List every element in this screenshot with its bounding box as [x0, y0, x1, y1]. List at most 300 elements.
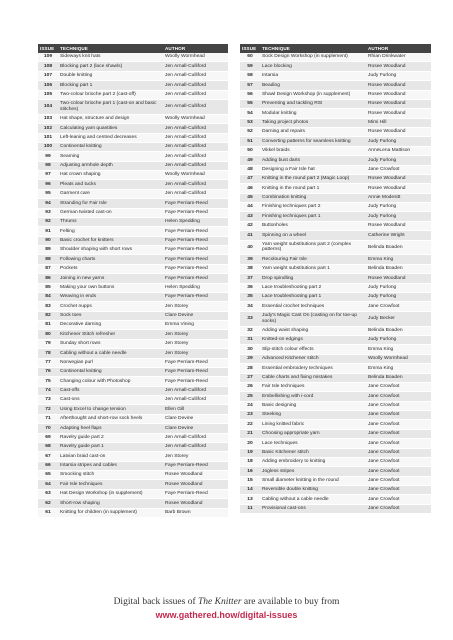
issue-number-cell: 44 [240, 203, 260, 212]
technique-cell: Adjusting armhole depth [58, 161, 163, 170]
author-cell: Belinda Boaden [366, 326, 431, 335]
table-body-left [38, 53, 228, 517]
author-cell: Jen Arnall-Culliford [163, 180, 228, 189]
author-cell: Jen Arnall-Culliford [163, 396, 228, 405]
author-cell: Barb Brown [163, 508, 228, 517]
table-row [240, 146, 431, 155]
technique-cell: Calculating yarn quantities [58, 124, 163, 133]
author-cell: Jen Arnall-Culliford [163, 71, 228, 80]
technique-cell: Fair Isle techniques [260, 382, 366, 391]
issue-number-cell: 26 [240, 382, 260, 391]
note-text-end: are available to buy from [241, 597, 340, 607]
table-row [240, 255, 431, 264]
technique-cell: Taking project photos [260, 118, 366, 127]
issue-number-cell: 63 [38, 489, 58, 498]
technique-cell: Felting [58, 227, 163, 236]
author-cell: AnneLena Mattison [366, 146, 431, 155]
technique-cell: Adding waist shaping [260, 326, 366, 335]
table-row [38, 171, 228, 180]
technique-cell: Yarn weight substitutions part 1 [260, 264, 366, 273]
author-cell: Rosee Woodland [366, 109, 431, 118]
issue-number-cell: 53 [240, 118, 260, 127]
table-row [240, 486, 431, 495]
issue-number-cell: 74 [38, 386, 58, 395]
table-row [38, 124, 228, 133]
table-row [240, 476, 431, 485]
author-cell: Jen Storey [163, 452, 228, 461]
table-row [240, 495, 431, 504]
issue-number-cell: 94 [38, 199, 58, 208]
table-row [38, 321, 228, 330]
author-cell: Judy Furlong [366, 156, 431, 165]
author-cell: Jane Crowfoot [366, 382, 431, 391]
issue-number-cell: 18 [240, 457, 260, 466]
author-cell: Judy Furlong [366, 283, 431, 292]
technique-cell: Yarn weight substitutions part 2 (complex patterns) [260, 240, 366, 255]
technique-cell: Blocking part 1 [58, 81, 163, 90]
author-cell: Jen Arnall-Culliford [163, 62, 228, 71]
table-row [240, 345, 431, 354]
technique-cell: Adding bust darts [260, 156, 366, 165]
author-cell: Jane Crowfoot [366, 467, 431, 476]
technique-cell: Provisional cast-ons [260, 504, 366, 513]
technique-cell: Preventing and tackling RSI [260, 99, 366, 108]
technique-cell: Buttonholes [260, 221, 366, 230]
table-row [240, 420, 431, 429]
author-cell: Jen Storey [163, 339, 228, 348]
table-row [38, 208, 228, 217]
technique-cell: Judy's Magic Cast On (casting on for toe-up socks) [260, 311, 366, 326]
issue-number-cell: 13 [240, 495, 260, 504]
author-cell: Rosee Woodland [163, 499, 228, 508]
technique-cell: Knitting for children (in supplement) [58, 508, 163, 517]
table-row [240, 448, 431, 457]
table-row [240, 382, 431, 391]
table-row [240, 81, 431, 90]
author-cell: Faye Perriam-Reed [163, 377, 228, 386]
table-row [38, 414, 228, 423]
issue-number-cell: 34 [240, 302, 260, 311]
technique-cell: Small diameter knitting in the round [260, 476, 366, 485]
issue-number-cell: 11 [240, 504, 260, 513]
table-row [38, 358, 228, 367]
issue-number-cell: 54 [240, 109, 260, 118]
technique-cell: Lace troubleshooting part 1 [260, 292, 366, 301]
issue-column-header: ISSUE [240, 44, 260, 53]
technique-column-header: TECHNIQUE [58, 44, 163, 53]
technique-cell: Pockets [58, 264, 163, 273]
issue-number-cell: 28 [240, 364, 260, 373]
author-cell: Faye Perriam-Reed [163, 292, 228, 301]
issue-number-cell: 21 [240, 429, 260, 438]
author-cell: Jen Arnall-Culliford [163, 152, 228, 161]
issue-number-cell: 91 [38, 227, 58, 236]
issue-number-cell: 45 [240, 193, 260, 202]
table-row [38, 199, 228, 208]
author-cell: Jen Arnall-Culliford [163, 433, 228, 442]
technique-cell: Crochet nupps [58, 302, 163, 311]
technique-cell: Basic designing [260, 401, 366, 410]
author-cell: Rosee Woodland [366, 99, 431, 108]
table-row [38, 133, 228, 142]
issue-number-cell: 61 [38, 508, 58, 517]
table-row [38, 480, 228, 489]
technique-cell: Knitting in the round part 2 (Magic Loop) [260, 174, 366, 183]
technique-cell: Sunday short rows [58, 339, 163, 348]
author-cell: Faye Perriam-Reed [163, 461, 228, 470]
author-cell: Jane Crowfoot [366, 448, 431, 457]
issue-number-cell: 36 [240, 283, 260, 292]
issue-number-cell: 33 [240, 311, 260, 326]
table-row [38, 264, 228, 273]
technique-cell: Darning and repairs [260, 128, 366, 137]
author-cell: Judy Furlong [366, 137, 431, 146]
technique-cell: Sock Design Workshop (in supplement) [260, 53, 366, 62]
author-cell: Faye Perriam-Reed [163, 274, 228, 283]
issue-number-cell: 81 [38, 321, 58, 330]
issue-number-cell: 96 [38, 180, 58, 189]
issue-number-cell: 38 [240, 264, 260, 273]
author-cell: Clare Devine [163, 424, 228, 433]
issue-number-cell: 104 [38, 99, 58, 114]
author-cell: Jen Storey [163, 349, 228, 358]
author-cell: Emma King [366, 255, 431, 264]
table-row [38, 471, 228, 480]
technique-cell: Intarsia [260, 71, 366, 80]
issue-number-cell: 64 [38, 480, 58, 489]
author-cell: Faye Perriam-Reed [163, 367, 228, 376]
issue-number-cell: 52 [240, 128, 260, 137]
technique-cell: Pleats and tucks [58, 180, 163, 189]
table-row [240, 401, 431, 410]
technique-cell: Blocking part 2 (lace shawls) [58, 62, 163, 71]
table-row [240, 193, 431, 202]
author-cell: Jen Arnall-Culliford [163, 124, 228, 133]
table-row [38, 330, 228, 339]
author-cell: Woolly Wormhead [163, 114, 228, 123]
table-row [240, 71, 431, 80]
issue-number-cell: 67 [38, 452, 58, 461]
table-row [240, 137, 431, 146]
issue-number-cell: 60 [240, 53, 260, 62]
issue-column-header: ISSUE [38, 44, 58, 53]
table-row [240, 165, 431, 174]
table-row [38, 217, 228, 226]
technique-cell: Knitted-on edgings [260, 336, 366, 345]
issue-number-cell: 51 [240, 137, 260, 146]
author-cell: Faye Perriam-Reed [163, 208, 228, 217]
table-row [240, 240, 431, 255]
technique-cell: Adapting heel flaps [58, 424, 163, 433]
table-row [240, 264, 431, 273]
author-cell: Belinda Boaden [366, 240, 431, 255]
issue-number-cell: 30 [240, 345, 260, 354]
author-cell: Jane Crowfoot [366, 411, 431, 420]
issue-number-cell: 86 [38, 274, 58, 283]
issue-number-cell: 76 [38, 367, 58, 376]
issue-number-cell: 97 [38, 171, 58, 180]
table-row [240, 364, 431, 373]
author-column-header: AUTHOR [366, 44, 431, 53]
author-cell: Jane Crowfoot [366, 495, 431, 504]
technique-cell: German twisted cast-on [58, 208, 163, 217]
technique-cell: Changing colour with Photoshop [58, 377, 163, 386]
technique-cell: Modular knitting [260, 109, 366, 118]
technique-cell: Short-row shaping [58, 499, 163, 508]
issue-number-cell: 37 [240, 274, 260, 283]
author-cell: Jane Crowfoot [366, 420, 431, 429]
issue-number-cell: 31 [240, 336, 260, 345]
issue-number-cell: 71 [38, 414, 58, 423]
issue-number-cell: 40 [240, 240, 260, 255]
issue-number-cell: 57 [240, 81, 260, 90]
author-cell: Faye Perriam-Reed [163, 199, 228, 208]
issue-number-cell: 72 [38, 405, 58, 414]
issue-number-cell: 23 [240, 411, 260, 420]
author-cell: Jen Arnall-Culliford [163, 99, 228, 114]
technique-cell: Making your own buttons [58, 283, 163, 292]
author-cell: Emma King [366, 345, 431, 354]
issue-number-cell: 19 [240, 448, 260, 457]
issue-number-cell: 103 [38, 114, 58, 123]
issue-number-cell: 39 [240, 255, 260, 264]
technique-cell: Continental knitting [58, 142, 163, 151]
author-cell: Judy Becker [366, 311, 431, 326]
technique-cell: Latvian braid cast-on [58, 452, 163, 461]
technique-cell: Basic crochet for knitters [58, 236, 163, 245]
table-row [240, 156, 431, 165]
table-row [38, 386, 228, 395]
technique-cell: Seaming [58, 152, 163, 161]
author-cell: Faye Perriam-Reed [163, 236, 228, 245]
technique-cell: Slip-stitch colour effects [260, 345, 366, 354]
technique-cell: Advanced Kitchener stitch [260, 354, 366, 363]
table-header-row [38, 44, 228, 53]
author-cell: Jane Crowfoot [366, 476, 431, 485]
back-issues-table-right [240, 44, 431, 514]
technique-cell: Intarsia stripes and cables [58, 461, 163, 470]
table-row [240, 354, 431, 363]
author-cell: Woolly Wormhead [163, 171, 228, 180]
author-cell: Faye Perriam-Reed [163, 264, 228, 273]
technique-cell: Knitting in the round part 1 [260, 184, 366, 193]
issue-number-cell: 68 [38, 442, 58, 451]
table-row [38, 81, 228, 90]
table-header-row [240, 44, 431, 53]
author-cell: Rosee Woodland [163, 471, 228, 480]
author-cell: Jane Crowfoot [366, 457, 431, 466]
table-row [38, 349, 228, 358]
author-cell: Belinda Boaden [366, 373, 431, 382]
table-row [38, 396, 228, 405]
issue-number-cell: 108 [38, 62, 58, 71]
table-row [38, 71, 228, 80]
table-row [38, 302, 228, 311]
table-row [240, 118, 431, 127]
technique-cell: Hat shape, structure and design [58, 114, 163, 123]
table-row [240, 62, 431, 71]
issue-number-cell: 82 [38, 311, 58, 320]
table-row [38, 452, 228, 461]
technique-cell: Cast-ons [58, 396, 163, 405]
table-row [38, 489, 228, 498]
issue-number-cell: 50 [240, 146, 260, 155]
table-row [240, 292, 431, 301]
technique-cell: Thrums [58, 217, 163, 226]
technique-cell: Sideways knit hats [58, 53, 163, 62]
table-row [240, 283, 431, 292]
table-row [38, 180, 228, 189]
author-cell: Judy Furlong [366, 212, 431, 221]
technique-cell: Essential embroidery techniques [260, 364, 366, 373]
technique-cell: Spinning on a wheel [260, 231, 366, 240]
issue-number-cell: 14 [240, 486, 260, 495]
table-row [240, 467, 431, 476]
table-row [38, 339, 228, 348]
table-row [38, 99, 228, 114]
author-cell: Jen Arnall-Culliford [163, 386, 228, 395]
technique-cell: Beading [260, 81, 366, 90]
issue-number-cell: 59 [240, 62, 260, 71]
technique-cell: Kitchener Stitch refresher [58, 330, 163, 339]
technique-cell: Lace blocking [260, 62, 366, 71]
technique-cell: Afterthought and short-row sock heels [58, 414, 163, 423]
author-column-header: AUTHOR [163, 44, 228, 53]
author-cell: Judy Furlong [366, 336, 431, 345]
issue-number-cell: 83 [38, 302, 58, 311]
issue-number-cell: 105 [38, 90, 58, 99]
author-cell: Jane Crowfoot [366, 486, 431, 495]
issue-number-cell: 41 [240, 231, 260, 240]
author-cell: Rosee Woodland [366, 221, 431, 230]
issue-number-cell: 58 [240, 71, 260, 80]
issue-number-cell: 89 [38, 246, 58, 255]
author-cell: Judy Furlong [366, 71, 431, 80]
table-row [38, 53, 228, 62]
technique-cell: Smocking stitch [58, 471, 163, 480]
table-row [240, 109, 431, 118]
technique-cell: Norwegian purl [58, 358, 163, 367]
issue-number-cell: 24 [240, 401, 260, 410]
technique-cell: Following charts [58, 255, 163, 264]
issue-number-cell: 47 [240, 174, 260, 183]
table-row [38, 152, 228, 161]
author-cell: Rosee Woodland [366, 90, 431, 99]
technique-cell: Shawl Design Workshop (in supplement) [260, 90, 366, 99]
author-cell: Ellen Gill [163, 405, 228, 414]
table-row [240, 302, 431, 311]
issue-number-cell: 80 [38, 330, 58, 339]
issue-number-cell: 46 [240, 184, 260, 193]
technique-cell: Basic Kitchener stitch [260, 448, 366, 457]
table-row [240, 231, 431, 240]
table-row [38, 246, 228, 255]
issue-number-cell: 75 [38, 377, 58, 386]
table-row [240, 411, 431, 420]
author-cell: Helen Spedding [163, 217, 228, 226]
issue-number-cell: 29 [240, 354, 260, 363]
issue-number-cell: 27 [240, 373, 260, 382]
table-row [240, 274, 431, 283]
author-cell: Rosee Woodland [366, 81, 431, 90]
issue-number-cell: 62 [38, 499, 58, 508]
issue-number-cell: 65 [38, 471, 58, 480]
technique-cell: Cabling without a cable needle [58, 349, 163, 358]
issue-number-cell: 101 [38, 133, 58, 142]
table-row [38, 90, 228, 99]
table-row [38, 311, 228, 320]
table-row [38, 433, 228, 442]
issue-number-cell: 79 [38, 339, 58, 348]
technique-cell: Continental knitting [58, 367, 163, 376]
issue-number-cell: 43 [240, 212, 260, 221]
author-cell: Rosee Woodland [366, 174, 431, 183]
author-cell: Jen Arnall-Culliford [163, 81, 228, 90]
issue-number-cell: 77 [38, 358, 58, 367]
technique-cell: Double knitting [58, 71, 163, 80]
table-row [38, 292, 228, 301]
technique-cell: Weaving in ends [58, 292, 163, 301]
author-cell: Belinda Boaden [366, 264, 431, 273]
author-cell: Mimi Hill [366, 118, 431, 127]
technique-cell: Cast-offs [58, 386, 163, 395]
table-row [240, 203, 431, 212]
magazine-title: The Knitter [198, 597, 242, 607]
issue-number-cell: 70 [38, 424, 58, 433]
issue-number-cell: 15 [240, 476, 260, 485]
issue-number-cell: 55 [240, 99, 260, 108]
author-cell: Clare Devine [163, 311, 228, 320]
technique-cell: Adding embroidery to knitting [260, 457, 366, 466]
issue-number-cell: 100 [38, 142, 58, 151]
technique-cell: Vikkel braids [260, 146, 366, 155]
table-row [240, 174, 431, 183]
issue-number-cell: 107 [38, 71, 58, 80]
author-cell: Jen Arnall-Culliford [163, 442, 228, 451]
table-row [240, 311, 431, 326]
table-row [240, 326, 431, 335]
table-row [240, 439, 431, 448]
author-cell: Faye Perriam-Reed [163, 489, 228, 498]
author-cell: Emma King [366, 364, 431, 373]
author-cell: Faye Perriam-Reed [163, 246, 228, 255]
issue-number-cell: 42 [240, 221, 260, 230]
digital-issues-link[interactable]: www.gathered.how/digital-issues [155, 610, 298, 620]
author-cell: Rhian Drinkwater [366, 53, 431, 62]
technique-cell: Stranding for Fair Isle [58, 199, 163, 208]
table-row [240, 457, 431, 466]
author-cell: Rosee Woodland [366, 184, 431, 193]
author-cell: Judy Furlong [366, 292, 431, 301]
table-row [38, 236, 228, 245]
author-cell: Faye Perriam-Reed [163, 227, 228, 236]
issue-number-cell: 22 [240, 420, 260, 429]
technique-cell: Jogless stripes [260, 467, 366, 476]
issue-number-cell: 109 [38, 53, 58, 62]
author-cell: Jane Crowfoot [366, 392, 431, 401]
author-cell: Helen Spedding [163, 283, 228, 292]
table-row [38, 508, 228, 517]
back-issues-note [0, 597, 453, 607]
technique-cell: Left-leaning and centred decreases [58, 133, 163, 142]
table-row [38, 442, 228, 451]
table-row [38, 161, 228, 170]
technique-cell: Lace techniques [260, 439, 366, 448]
table-row [240, 373, 431, 382]
technique-cell: Garment care [58, 189, 163, 198]
author-cell: Rosee Woodland [366, 274, 431, 283]
author-cell: Woolly Wormhead [366, 354, 431, 363]
